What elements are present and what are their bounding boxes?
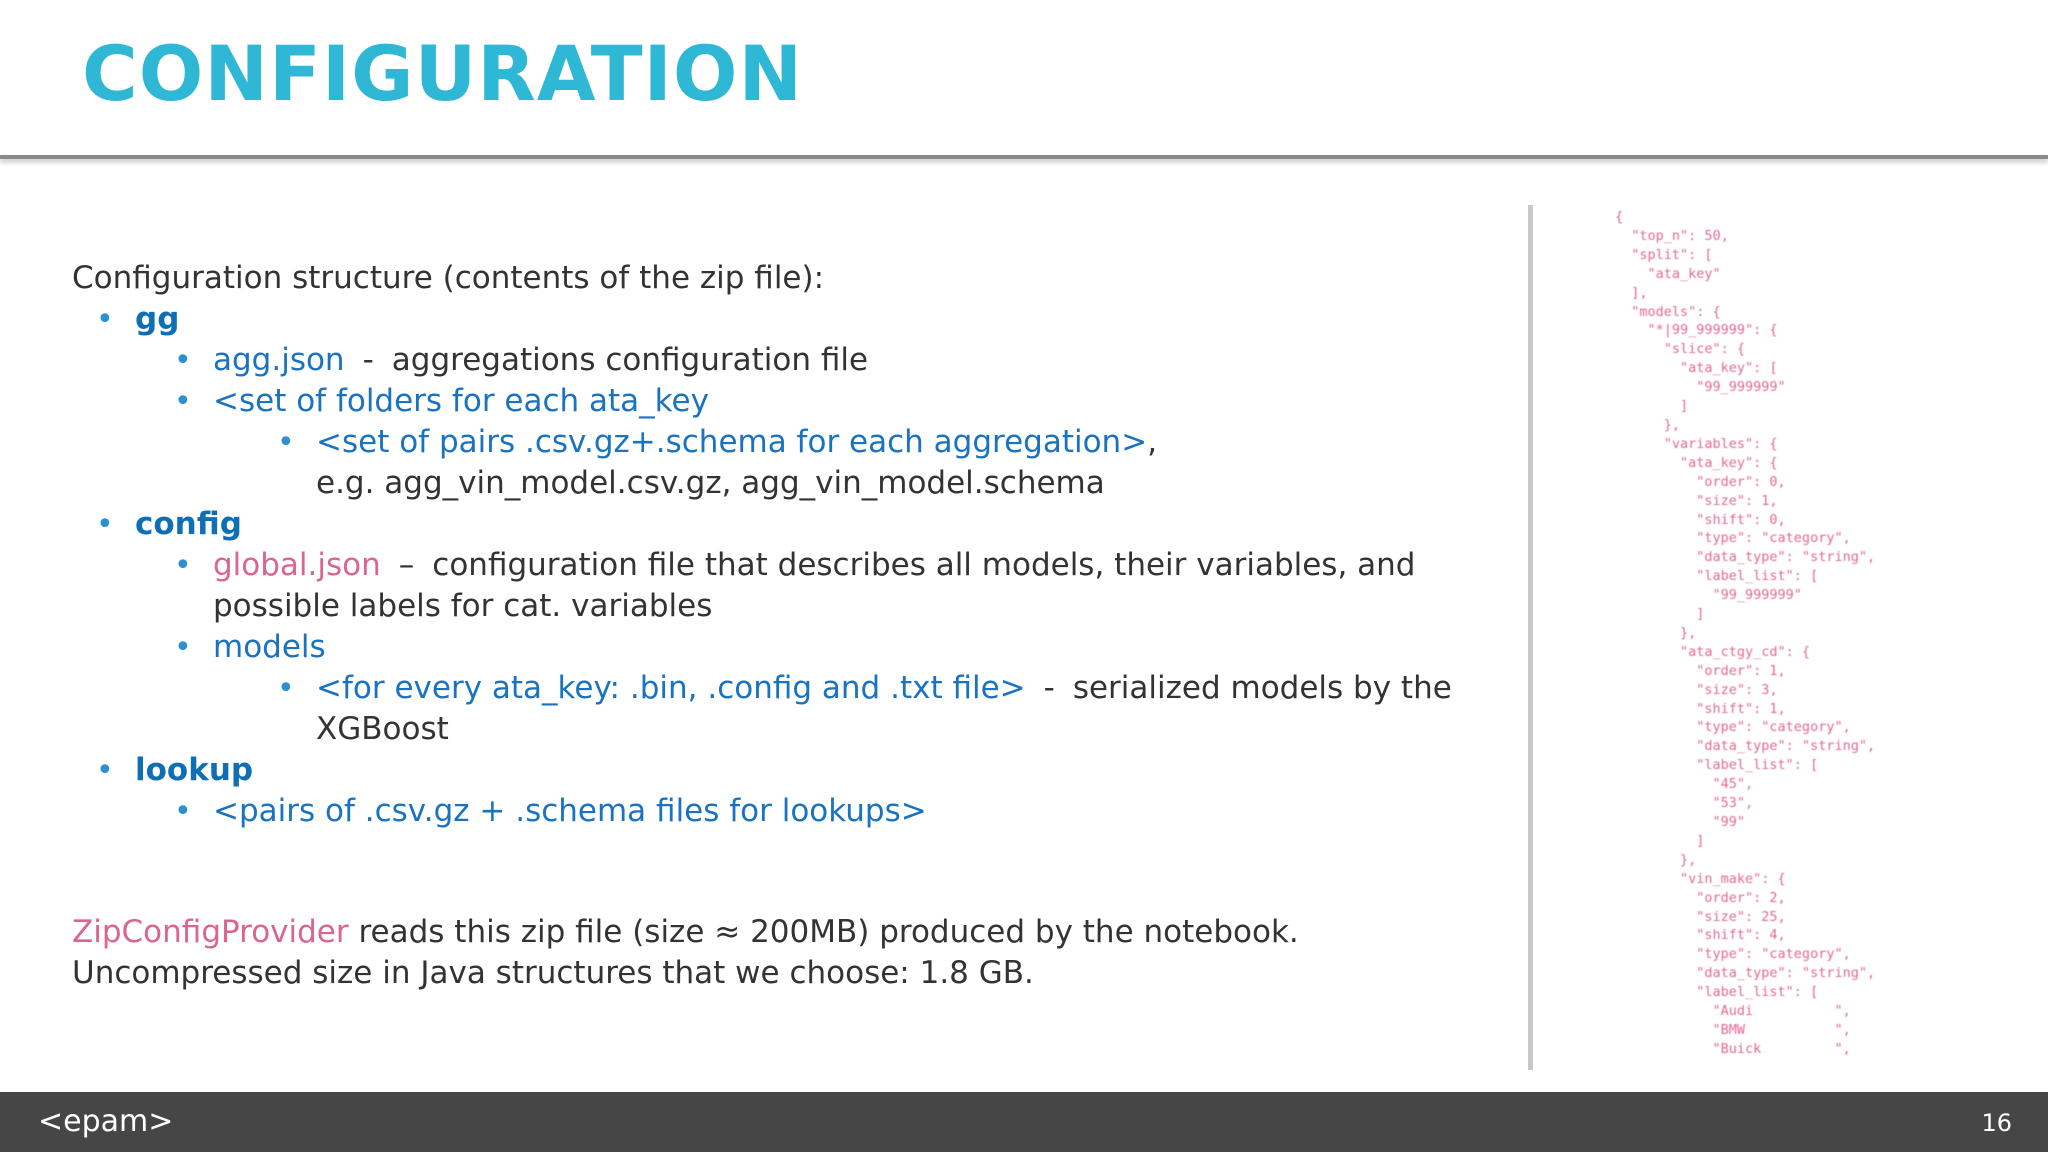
- lookup-pairs-text: <pairs of .csv.gz + .schema files for lookups>: [213, 793, 927, 829]
- bullet-icon: •: [174, 794, 192, 829]
- code-line: "size": 25,: [1615, 908, 1786, 925]
- code-line: "*|99_999999": {: [1615, 322, 1778, 339]
- bullet-icon: •: [277, 671, 295, 706]
- code-line: "slice": {: [1615, 341, 1746, 358]
- code-line: "vin_make": {: [1615, 870, 1786, 887]
- code-line: "99": [1615, 814, 1746, 830]
- provider-text: [72, 912, 1512, 953]
- code-line: "label_list": [: [1615, 568, 1819, 585]
- code-line: "order": 2,: [1615, 889, 1786, 906]
- bullet-icon: •: [277, 425, 295, 460]
- code-line: "order": 0,: [1615, 473, 1786, 490]
- global-json-description-continued: possible labels for cat. variables: [213, 588, 713, 624]
- code-line: ]: [1615, 398, 1689, 415]
- code-line: {: [1615, 209, 1624, 225]
- vertical-divider: [1528, 205, 1533, 1070]
- code-line: "Buick ",: [1615, 1040, 1851, 1057]
- model-files-description: serialized models by the: [1072, 670, 1452, 706]
- bullet-icon: •: [174, 343, 192, 378]
- code-line: ],: [1615, 284, 1648, 301]
- code-line: },: [1615, 416, 1681, 433]
- code-line: "BMW ",: [1615, 1021, 1851, 1038]
- code-line: "ata_key": {: [1615, 454, 1778, 471]
- dash-separator: -: [362, 342, 374, 378]
- bullet-icon: •: [174, 630, 192, 665]
- bullet-icon: •: [174, 548, 192, 583]
- code-line: ]: [1615, 606, 1705, 623]
- code-line: "45",: [1615, 776, 1754, 793]
- slide-footer: [0, 1092, 2048, 1152]
- code-line: "size": 1,: [1615, 492, 1778, 509]
- provider-description: reads this zip file (size ≈ 200MB) produced by the notebook.: [348, 914, 1299, 950]
- code-line: "shift": 0,: [1615, 511, 1786, 528]
- code-line: "label_list": [: [1615, 984, 1819, 1001]
- code-line: },: [1615, 624, 1697, 641]
- bullet-icon: •: [96, 507, 114, 542]
- list-item-model-files: [72, 668, 1512, 709]
- bullet-icon: •: [96, 753, 114, 788]
- global-json-label: global.json: [213, 547, 381, 583]
- list-item-lookup: [72, 750, 1512, 791]
- list-item-config: [72, 504, 1512, 545]
- code-line: "top_n": 50,: [1615, 227, 1729, 244]
- global-json-description: configuration file that describes all models, their variables, and: [432, 547, 1416, 583]
- code-line: ]: [1615, 832, 1705, 849]
- code-line: "label_list": [: [1615, 757, 1819, 774]
- list-item-folders: [72, 381, 1512, 422]
- epam-logo: <epam>: [38, 1104, 174, 1139]
- json-config-image: [1615, 208, 1975, 1068]
- pairs-suffix: ,: [1147, 424, 1158, 460]
- code-line: "data_type": "string",: [1615, 738, 1876, 755]
- intro-text: Configuration structure (contents of the zip file):: [72, 260, 825, 296]
- dash-separator: –: [398, 547, 415, 583]
- list-item-lookup-pairs: [72, 791, 1512, 832]
- agg-json-label: agg.json: [213, 342, 345, 378]
- code-line: "shift": 1,: [1615, 700, 1786, 717]
- code-line: "models": {: [1615, 303, 1721, 320]
- code-line: "type": "category",: [1615, 719, 1851, 736]
- code-line: "type": "category",: [1615, 530, 1851, 547]
- code-line: "ata_key": [1615, 265, 1721, 282]
- list-item-gg: [72, 299, 1512, 340]
- code-line: "variables": {: [1615, 435, 1778, 452]
- lookup-label: lookup: [135, 752, 254, 788]
- pairs-example: e.g. agg_vin_model.csv.gz, agg_vin_model.schema: [316, 465, 1105, 501]
- slide-body: [72, 258, 1512, 994]
- model-files-description-continued: XGBoost: [316, 711, 449, 747]
- agg-json-description: aggregations configuration file: [391, 342, 869, 378]
- config-label: config: [135, 506, 242, 542]
- code-line: },: [1615, 851, 1697, 868]
- list-item-models: [72, 627, 1512, 668]
- list-item-agg-json: [72, 340, 1512, 381]
- gg-label: gg: [135, 301, 180, 337]
- code-line: "data_type": "string",: [1615, 965, 1876, 982]
- provider-name: ZipConfigProvider: [72, 914, 349, 950]
- code-line: "type": "category",: [1615, 946, 1851, 963]
- models-label: models: [213, 629, 326, 665]
- list-item-global-json: [72, 545, 1512, 586]
- model-files-text: <for every ata_key: .bin, .config and .txt file>: [316, 670, 1026, 706]
- spacer: [72, 832, 1512, 912]
- code-line: "Audi ",: [1615, 1003, 1851, 1020]
- slide-header: [0, 0, 2048, 158]
- code-line: "ata_ctgy_cd": {: [1615, 643, 1811, 660]
- bullet-icon: •: [174, 384, 192, 419]
- code-line: "order": 1,: [1615, 662, 1786, 679]
- list-item-pairs: [72, 422, 1512, 463]
- code-line: "data_type": "string",: [1615, 549, 1876, 566]
- code-line: "split": [: [1615, 246, 1713, 263]
- page-number: 16: [1981, 1109, 2012, 1137]
- code-line: "shift": 4,: [1615, 927, 1786, 944]
- dash-separator: -: [1043, 670, 1055, 706]
- code-line: "53",: [1615, 795, 1754, 812]
- code-line: "size": 3,: [1615, 681, 1778, 698]
- bullet-icon: •: [96, 302, 114, 337]
- folders-text: <set of folders for each ata_key: [213, 383, 709, 419]
- header-divider: [0, 155, 2048, 159]
- code-line: "ata_key": [: [1615, 360, 1778, 377]
- code-line: "99_999999": [1615, 587, 1802, 604]
- slide-title: CONFIGURATION: [82, 29, 804, 118]
- code-line: "99_999999": [1615, 379, 1786, 396]
- uncompressed-size-text: Uncompressed size in Java structures that we choose: 1.8 GB.: [72, 955, 1034, 991]
- pairs-text: <set of pairs .csv.gz+.schema for each aggregation>: [316, 424, 1148, 460]
